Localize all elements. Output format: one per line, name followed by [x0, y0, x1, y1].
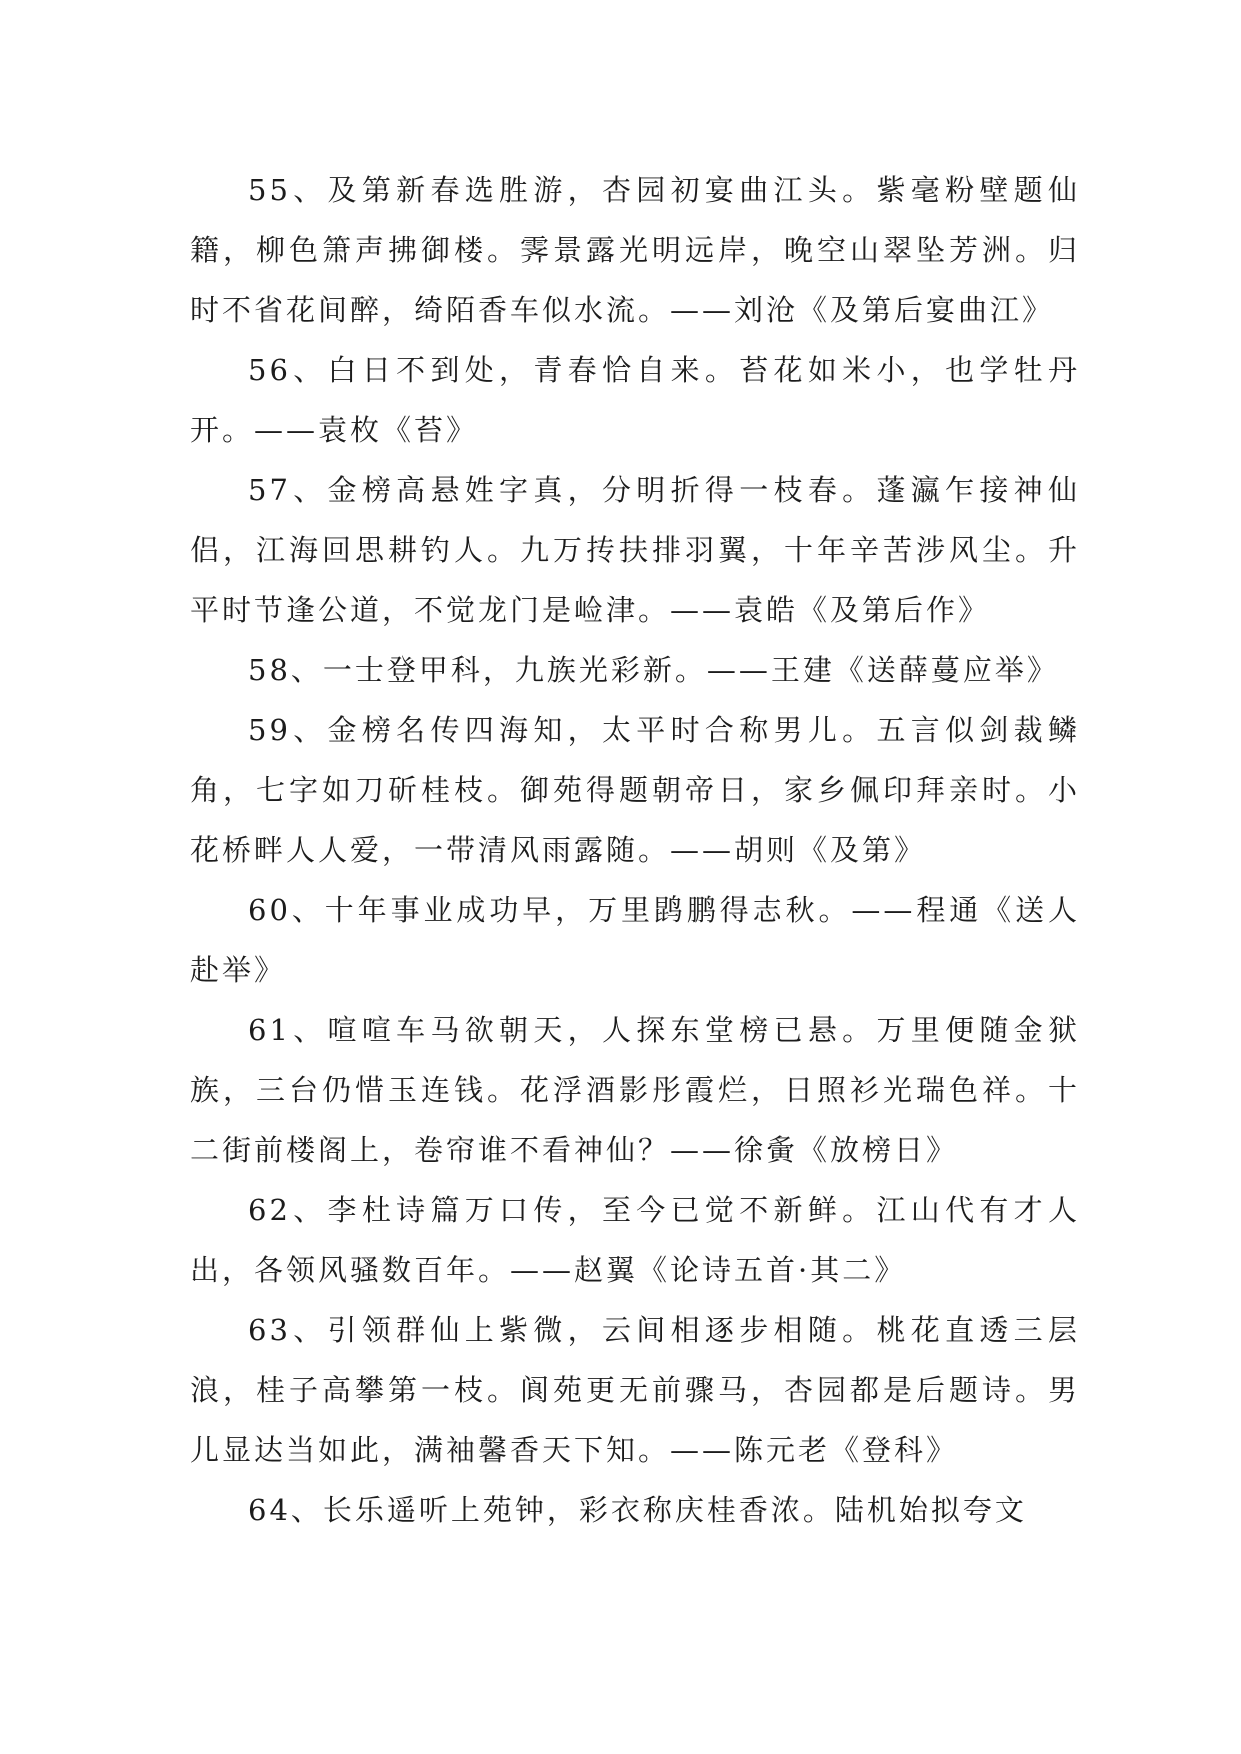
poem-paragraph-63: 63、引领群仙上紫微，云间相逐步相随。桃花直透三层浪，桂子高攀第一枝。阆苑更无前骤马，杏园都是后题诗。男儿显达当如此，满袖馨香天下知。——陈元老《登科》 [190, 1313, 1080, 1467]
poem-paragraph-58: 58、一士登甲科，九族光彩新。——王建《送薛蔓应举》 [248, 653, 1059, 687]
poem-paragraph-59: 59、金榜名传四海知，太平时合称男儿。五言似剑裁鳞角，七字如刀斫桂枝。御苑得题朝帝日，家乡佩印拜亲时。小花桥畔人人爱，一带清风雨露随。——胡则《及第》 [190, 713, 1080, 867]
poem-paragraph-61: 61、喧喧车马欲朝天，人探东堂榜已悬。万里便随金狱族，三台仍惜玉连钱。花浮酒影彤霞烂，日照衫光瑞色祥。十二街前楼阁上，卷帘谁不看神仙？——徐夤《放榜日》 [190, 1013, 1080, 1167]
poem-paragraph-56: 56、白日不到处，青春恰自来。苔花如米小，也学牡丹开。——袁枚《苔》 [190, 353, 1080, 447]
poem-paragraph-62: 62、李杜诗篇万口传，至今已觉不新鲜。江山代有才人出，各领风骚数百年。——赵翼《论诗五首·其二》 [190, 1193, 1080, 1287]
poem-paragraph-64: 64、长乐遥听上苑钟，彩衣称庆桂香浓。陆机始拟夸文 [248, 1493, 1027, 1527]
poem-paragraph-55: 55、及第新春选胜游，杏园初宴曲江头。紫毫粉壁题仙籍，柳色箫声拂御楼。霁景露光明远岸，晚空山翠坠芳洲。归时不省花间醉，绮陌香车似水流。——刘沧《及第后宴曲江》 [190, 173, 1080, 327]
document-body [190, 160, 1080, 1540]
poem-paragraph-57: 57、金榜高悬姓字真，分明折得一枝春。蓬瀛乍接神仙侣，江海回思耕钓人。九万抟扶排羽翼，十年辛苦涉风尘。升平时节逢公道，不觉龙门是崄津。——袁皓《及第后作》 [190, 473, 1080, 627]
poem-paragraph-60: 60、十年事业成功早，万里鹍鹏得志秋。——程通《送人赴举》 [190, 893, 1080, 987]
